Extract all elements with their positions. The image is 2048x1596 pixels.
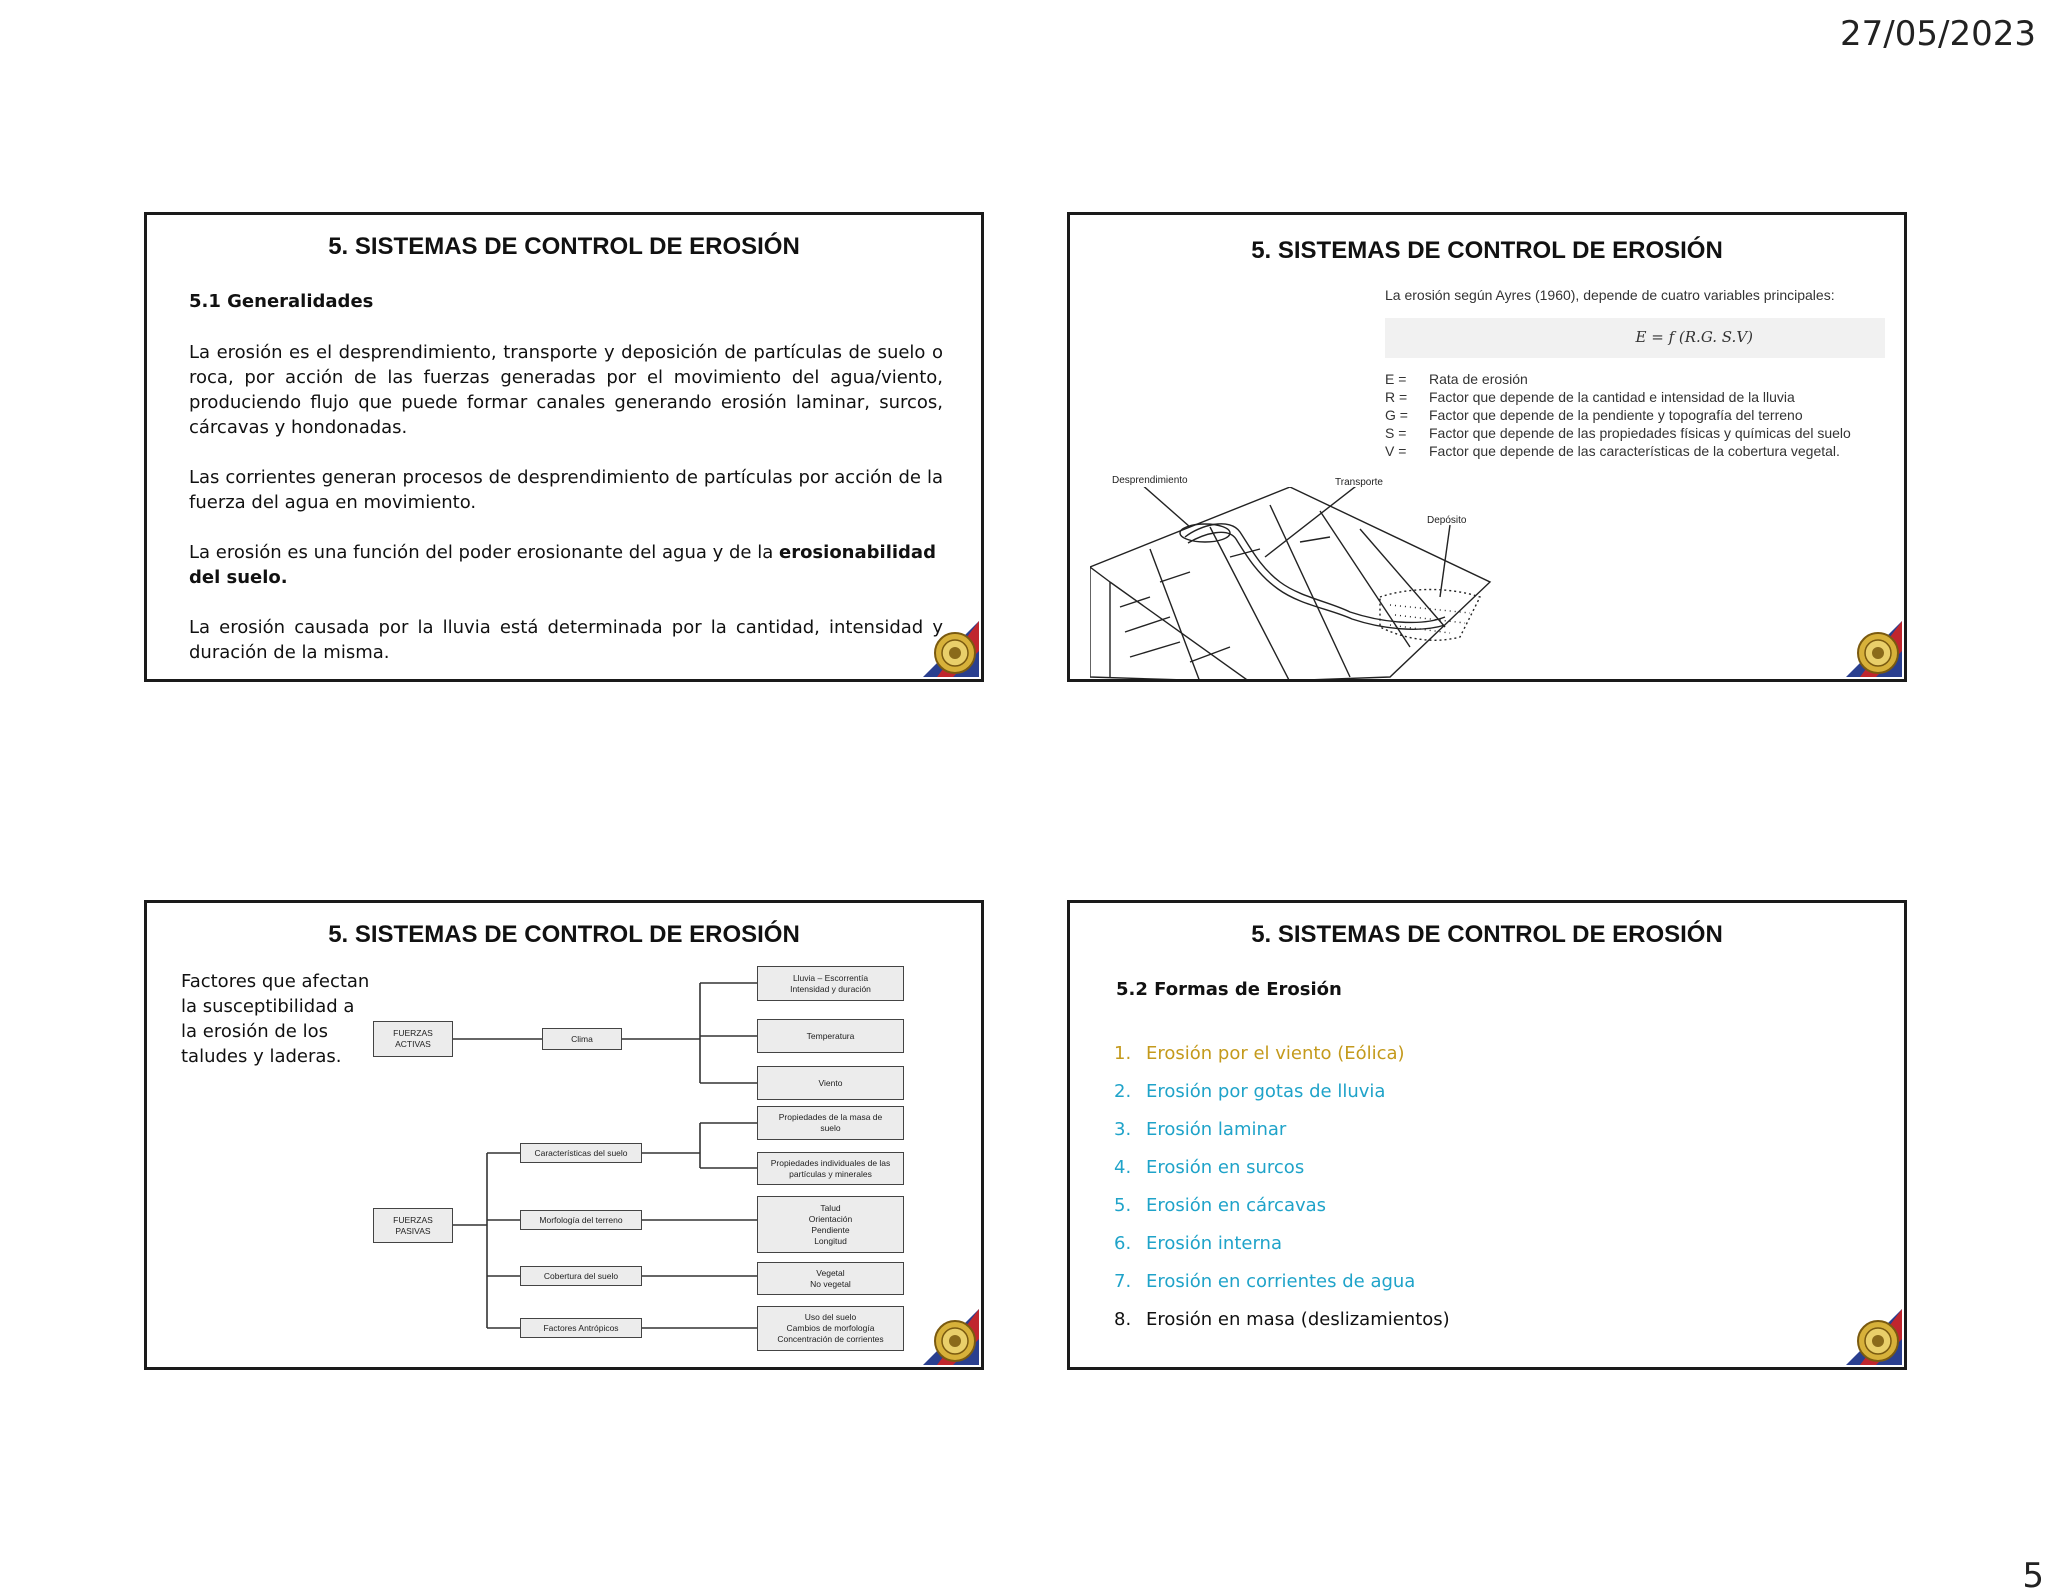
list-item xyxy=(1114,1263,1450,1301)
variable-desc: Factor que depende de la cantidad e intensidad de la lluvia xyxy=(1429,389,1795,405)
variable-symbol: V = xyxy=(1385,443,1407,459)
box-clima: Clima xyxy=(542,1028,622,1050)
list-number: 8. xyxy=(1114,1309,1132,1330)
paragraph: La erosión es el desprendimiento, transporte y deposición de partículas de suelo o roca, por acción de las fuerzas generadas por el movimiento del agua/viento, produciendo flujo que puede formar canales generando erosión laminar, surcos, cárcavas y hondonadas. xyxy=(189,342,943,438)
section-subhead: 5.1 Generalidades xyxy=(189,291,374,312)
list-item xyxy=(1114,1035,1450,1073)
box-particulas: Propiedades individuales de las partículas y minerales xyxy=(757,1152,904,1185)
slide-title: 5. SISTEMAS DE CONTROL DE EROSIÓN xyxy=(328,233,800,260)
slide-body xyxy=(189,340,943,682)
list-number: 3. xyxy=(1114,1119,1132,1140)
box-lluvia: Lluvia – Escorrentía Intensidad y duración xyxy=(757,966,904,1001)
paragraph-text: La erosión es una función del poder erosionante del agua y de la xyxy=(189,542,779,563)
box-viento: Viento xyxy=(757,1066,904,1100)
erosion-forms-list xyxy=(1114,1035,1450,1339)
box-temperatura: Temperatura xyxy=(757,1019,904,1053)
box-fuerzas-pasivas: FUERZAS PASIVAS xyxy=(373,1208,453,1243)
slide-factores xyxy=(144,900,984,1370)
variable-desc: Factor que depende de las propiedades físicas y químicas del suelo xyxy=(1429,425,1851,441)
variable-desc: Factor que depende de la pendiente y topografía del terreno xyxy=(1429,407,1803,423)
variable-row xyxy=(1385,370,1851,388)
bold-term: erosionabilidad del suelo. xyxy=(189,542,936,588)
list-item xyxy=(1114,1301,1450,1339)
formula: E = f (R.G. S.V) xyxy=(1635,328,1753,346)
variable-row xyxy=(1385,442,1851,460)
page-number: 5 xyxy=(2022,1556,2044,1596)
slide-title: 5. SISTEMAS DE CONTROL DE EROSIÓN xyxy=(1251,237,1723,264)
slide-formas-erosion xyxy=(1067,900,1907,1370)
paragraph xyxy=(189,540,943,590)
slide-title: 5. SISTEMAS DE CONTROL DE EROSIÓN xyxy=(328,921,800,948)
box-talud: Talud Orientación Pendiente Longitud xyxy=(757,1196,904,1253)
section-subhead: 5.2 Formas de Erosión xyxy=(1116,979,1342,1000)
variable-desc: Rata de erosión xyxy=(1429,371,1528,387)
page-date: 27/05/2023 xyxy=(1840,14,2036,54)
list-number: 4. xyxy=(1114,1157,1132,1178)
list-number: 5. xyxy=(1114,1195,1132,1216)
list-item xyxy=(1114,1187,1450,1225)
university-seal-icon xyxy=(1846,1309,1902,1365)
variable-row xyxy=(1385,406,1851,424)
list-label: Erosión en corrientes de agua xyxy=(1146,1271,1416,1292)
list-label: Erosión por el viento (Eólica) xyxy=(1146,1043,1405,1064)
list-label: Erosión en surcos xyxy=(1146,1157,1305,1178)
box-fuerzas-activas: FUERZAS ACTIVAS xyxy=(373,1021,453,1057)
factors-caption: Factores que afectan la susceptibilidad a la erosión de los taludes y laderas. xyxy=(181,971,370,1067)
slide-title: 5. SISTEMAS DE CONTROL DE EROSIÓN xyxy=(1251,921,1723,948)
box-vegetal: Vegetal No vegetal xyxy=(757,1262,904,1295)
list-label: Erosión laminar xyxy=(1146,1119,1287,1140)
list-item xyxy=(1114,1111,1450,1149)
formula-intro: La erosión según Ayres (1960), depende de cuatro variables principales: xyxy=(1385,287,1835,303)
variable-symbol: G = xyxy=(1385,407,1408,423)
formula-box xyxy=(1385,318,1885,358)
list-number: 7. xyxy=(1114,1271,1132,1292)
variable-desc: Factor que depende de las características de la cobertura vegetal. xyxy=(1429,443,1840,459)
variable-row xyxy=(1385,388,1851,406)
variable-symbol: E = xyxy=(1385,371,1407,387)
box-caracteristicas-suelo: Características del suelo xyxy=(520,1143,642,1163)
list-label: Erosión interna xyxy=(1146,1233,1282,1254)
list-label: Erosión por gotas de lluvia xyxy=(1146,1081,1386,1102)
box-uso-suelo: Uso del suelo Cambios de morfología Concentración de corrientes xyxy=(757,1306,904,1351)
paragraph: La erosión causada por la lluvia está determinada por la cantidad, intensidad y duración de la misma. xyxy=(189,617,943,663)
box-morfologia: Morfología del terreno xyxy=(520,1210,642,1230)
list-label: Erosión en masa (deslizamientos) xyxy=(1146,1309,1450,1330)
figure-label-deposito: Depósito xyxy=(1427,515,1467,526)
figure-label-desprendimiento: Desprendimiento xyxy=(1112,475,1188,486)
university-seal-icon xyxy=(1846,621,1902,677)
figure-label-transporte: Transporte xyxy=(1335,477,1383,488)
list-item xyxy=(1114,1149,1450,1187)
erosion-block-diagram xyxy=(1090,487,1510,682)
box-cobertura: Cobertura del suelo xyxy=(520,1266,642,1286)
list-label: Erosión en cárcavas xyxy=(1146,1195,1327,1216)
box-masa-suelo: Propiedades de la masa de suelo xyxy=(757,1106,904,1140)
list-item xyxy=(1114,1073,1450,1111)
slide-generalidades xyxy=(144,212,984,682)
list-number: 2. xyxy=(1114,1081,1132,1102)
university-seal-icon xyxy=(923,621,979,677)
slide-ayres-formula xyxy=(1067,212,1907,682)
university-seal-icon xyxy=(923,1309,979,1365)
paragraph: Las corrientes generan procesos de desprendimiento de partículas por acción de la fuerza del agua en movimiento. xyxy=(189,467,943,513)
list-item xyxy=(1114,1225,1450,1263)
list-number: 1. xyxy=(1114,1043,1132,1064)
variable-symbol: R = xyxy=(1385,389,1408,405)
list-number: 6. xyxy=(1114,1233,1132,1254)
variable-list xyxy=(1385,370,1851,460)
variable-symbol: S = xyxy=(1385,425,1407,441)
variable-row xyxy=(1385,424,1851,442)
box-antropicos: Factores Antrópicos xyxy=(520,1318,642,1338)
